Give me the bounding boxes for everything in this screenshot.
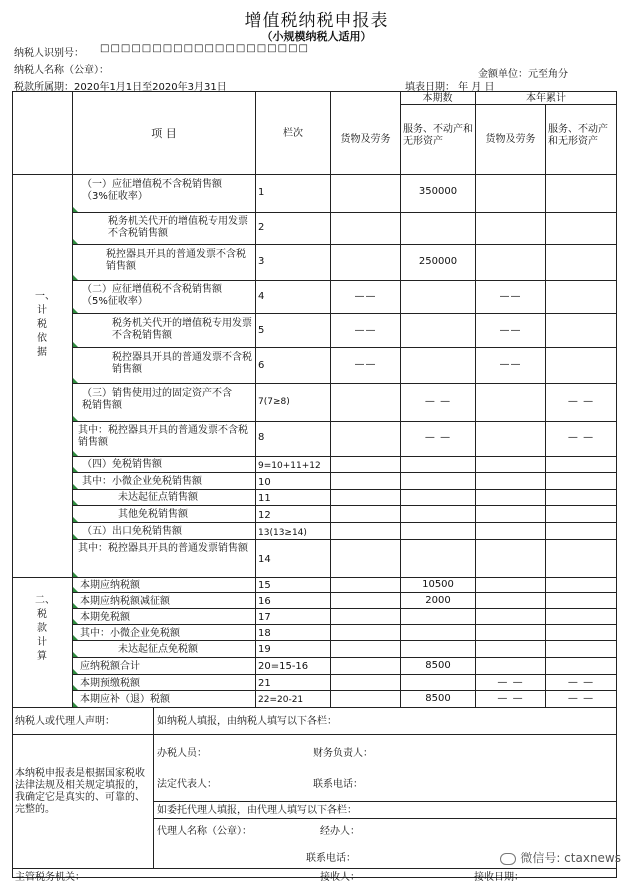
row-4-label: （二）应征增值税不含税销售额（5%征收率）	[82, 284, 222, 307]
row-19-col: 19	[258, 644, 271, 655]
row-1-cur-services: 350000	[418, 186, 458, 197]
row-6-cur-goods: ——	[354, 359, 377, 370]
wechat-watermark	[500, 849, 621, 866]
row-7-ytd-services: — —	[567, 396, 595, 407]
row-6-col: 6	[258, 360, 265, 371]
row-12-col: 12	[258, 510, 271, 521]
row-21-label: 本期预缴税额	[80, 678, 140, 689]
header-services-ytd: 服务、不动产和无形资产	[548, 124, 608, 147]
row-7-col: 7(7≥8)	[258, 397, 290, 407]
row-6-ytd-goods: ——	[499, 359, 522, 370]
section-two-label: 二、税款计算	[35, 595, 55, 662]
row-3-cur-services: 250000	[418, 256, 458, 267]
row-8-ytd-services: — —	[567, 432, 595, 443]
row-20-label: 应纳税额合计	[80, 661, 140, 672]
row-1-label: （一）应征增值税不含税销售额（3%征收率）	[82, 179, 222, 202]
row-11-col: 11	[258, 493, 271, 504]
declaration-statement: 本纳税申报表是根据国家税收法律法规及相关规定填报的，我确定它是真实的、可靠的、完整的。	[15, 768, 145, 815]
row-4-cur-goods: ——	[354, 291, 377, 302]
row-21-col: 21	[258, 678, 271, 689]
row-22-cur-services: 8500	[425, 693, 451, 704]
row-21-ytd-goods: — —	[497, 677, 524, 688]
row-3-col: 3	[258, 256, 265, 267]
wechat-icon	[500, 853, 516, 865]
tax-authority-label: 主管税务机关：	[15, 872, 85, 883]
row-5-cur-goods: ——	[354, 325, 377, 336]
row-9-label: （四）免税销售额	[82, 459, 162, 470]
row-8-cur-services: — —	[424, 432, 452, 443]
header-goods: 货物及劳务	[340, 134, 391, 145]
row-16-col: 16	[258, 596, 271, 607]
row-2-label: 税务机关代开的增值税专用发票不含税销售额	[108, 216, 248, 239]
finance-head-label: 财务负责人：	[313, 748, 373, 759]
agent-handler-label: 经办人：	[320, 826, 360, 837]
form-subtitle: （小规模纳税人适用）	[261, 30, 372, 43]
row-15-label: 本期应纳税额	[80, 580, 140, 591]
legal-rep-label: 法定代表人：	[157, 779, 217, 790]
row-17-label: 本期免税额	[80, 612, 130, 623]
receive-date-label: 接收日期：	[474, 872, 524, 883]
section-one-label: 一、计税依据	[35, 291, 55, 358]
form-title: 增值税纳税申报表	[244, 11, 389, 31]
row-8-col: 8	[258, 432, 265, 443]
row-18-col: 18	[258, 628, 271, 639]
declarant-label: 纳税人或代理人声明：	[15, 716, 115, 727]
header-current-period: 本期数	[422, 93, 453, 104]
row-10-col: 10	[258, 477, 271, 488]
taxpayer-name-label: 纳税人名称（公章）：	[14, 65, 109, 76]
taxpayer-id-boxes: □□□□□□□□□□□□□□□□□□□□	[100, 43, 309, 54]
row-22-ytd-services: — —	[567, 693, 595, 704]
row-5-label: 税务机关代开的增值税专用发票不含税销售额	[112, 318, 252, 341]
row-7-cur-services: — —	[424, 396, 452, 407]
header-item: 项 目	[151, 127, 177, 140]
row-17-col: 17	[258, 612, 271, 623]
handler-label: 办税人员：	[157, 748, 207, 759]
row-18-label: 其中：小微企业免税额	[80, 628, 180, 639]
row-22-col: 22=20-21	[258, 695, 304, 705]
header-column: 栏次	[283, 128, 303, 139]
header-year-total: 本年累计	[526, 93, 566, 104]
row-22-label: 本期应补（退）税额	[80, 694, 170, 705]
row-11-label: 未达起征点销售额	[118, 492, 198, 503]
phone-label: 联系电话：	[313, 779, 363, 790]
row-22-ytd-goods: — —	[497, 693, 524, 704]
row-21-ytd-services: — —	[567, 677, 595, 688]
agent-fill-note: 如委托代理人填报，由代理人填写以下各栏：	[157, 805, 357, 816]
self-fill-note: 如纳税人填报，由纳税人填写以下各栏：	[157, 716, 337, 727]
row-16-label: 本期应纳税额减征额	[80, 596, 170, 607]
row-13-label: （五）出口免税销售额	[82, 526, 182, 537]
row-16-cur-services: 2000	[425, 595, 451, 606]
row-6-label: 税控器具开具的普通发票不含税销售额	[112, 352, 252, 375]
row-8-label: 其中：税控器具开具的普通发票不含税销售额	[78, 425, 248, 448]
agent-name-label: 代理人名称（公章）：	[157, 826, 252, 837]
watermark-text: 微信号: ctaxnews	[520, 851, 621, 865]
row-5-ytd-goods: ——	[499, 325, 522, 336]
row-14-col: 14	[258, 554, 271, 565]
header-services: 服务、不动产和无形资产	[403, 124, 473, 147]
row-13-col: 13(13≥14)	[258, 528, 307, 538]
row-4-ytd-goods: ——	[499, 291, 522, 302]
row-19-label: 未达起征点免税额	[118, 644, 198, 655]
header-goods-ytd: 货物及劳务	[485, 134, 536, 145]
row-4-col: 4	[258, 291, 265, 302]
row-12-label: 其他免税销售额	[118, 509, 188, 520]
row-5-col: 5	[258, 325, 265, 336]
taxpayer-id-label: 纳税人识别号：	[14, 48, 84, 59]
row-14-label: 其中：税控器具开具的普通发票销售额	[78, 543, 248, 554]
row-3-label: 税控器具开具的普通发票不含税销售额	[106, 249, 246, 272]
row-9-col: 9=10+11+12	[258, 461, 321, 471]
row-10-label: 其中：小微企业免税销售额	[82, 476, 202, 487]
row-20-cur-services: 8500	[425, 660, 451, 671]
row-2-col: 2	[258, 222, 265, 233]
tax-period: 税款所属期：2020年1月1日至2020年3月31日	[14, 82, 227, 93]
row-20-col: 20=15-16	[258, 661, 309, 672]
agent-phone-label: 联系电话：	[306, 853, 356, 864]
amount-unit: 金额单位：元至角分	[478, 69, 568, 80]
fill-date: 填表日期： 年 月 日	[405, 82, 495, 93]
row-1-col: 1	[258, 187, 265, 198]
row-15-col: 15	[258, 580, 271, 591]
receiver-label: 接收人：	[320, 872, 360, 883]
row-15-cur-services: 10500	[422, 579, 454, 590]
row-7-label: （三）销售使用过的固定资产不含税销售额	[82, 388, 232, 411]
